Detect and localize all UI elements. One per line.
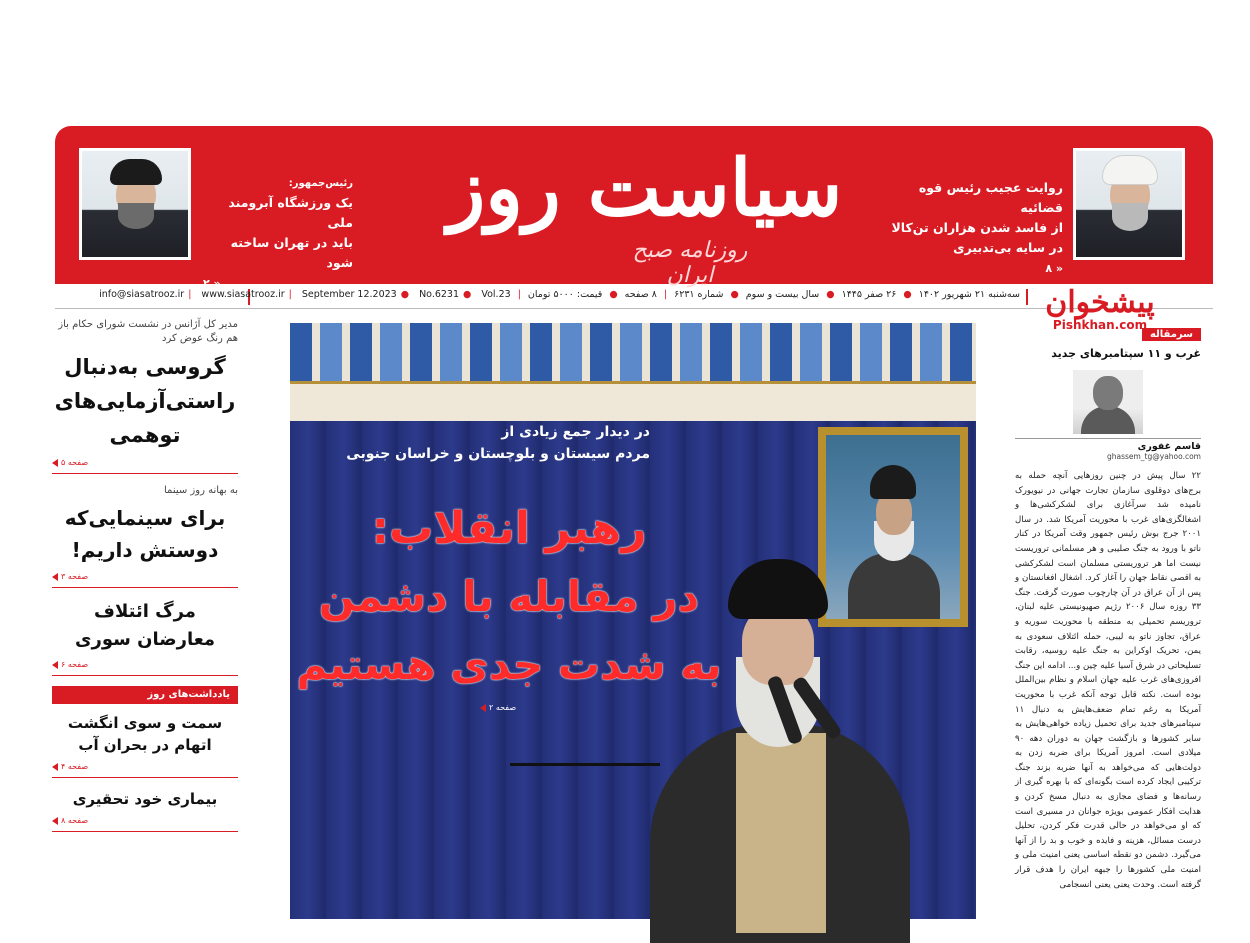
main-story-kicker: در دیدار جمع زیادی از مردم سیستان و بلوچستان و خراسان جنوبی — [346, 424, 650, 462]
right-teaser-page: « ۸ — [1045, 262, 1063, 275]
main-story-page: صفحه ۲ — [480, 703, 516, 712]
left-teaser[interactable] — [203, 178, 353, 290]
author-email[interactable]: ghassem_tg@yahoo.com — [1106, 452, 1201, 461]
news-headline: برای سینمایی‌که دوستش داریم! — [64, 506, 226, 562]
page-reference: صفحه ۸ — [52, 816, 238, 825]
price: قیمت: ۵۰۰۰ تومان — [527, 289, 603, 300]
news-kicker: مدیر کل آژانس در نشست شورای حکام باز هم رنگ عوض کرد — [58, 319, 238, 344]
arrow-icon — [480, 704, 486, 712]
pishkhan-watermark — [1030, 286, 1170, 332]
newspaper-logo: سیاست روز — [447, 143, 843, 234]
note-headline: بیماری خود تحقیری — [72, 790, 218, 808]
editorial-title[interactable]: غرب و ۱۱ سپتامبرهای جدید — [1051, 347, 1201, 360]
president-photo — [79, 148, 191, 260]
news-item[interactable] — [52, 484, 238, 588]
author-name: قاسم غفوری — [1015, 438, 1201, 452]
website-link[interactable]: www.siasatrooz.ir — [201, 289, 285, 300]
page-reference: صفحه ۶ — [52, 660, 238, 669]
editorial-body: ۲۲ سال پیش در چنین روزهایی آنچه حمله به برج‌های دوقلوی سازمان تجارت جهانی در نیویورک نامیده شد سرآغازی برای لشکرکشی‌ها و اشغالگری‌های غرب با محوریت آمریکا شد. در سال ۲۰۰۱ جرج بوش رئیس جمهور وقت آمریکا در کنار ناتو با ورود به جنگ صلیبی و هر مسلمانی تروریست نیست اما هر تروریستی مسلمان است لشکرکشی به اقصی نقاط جهان را آغاز کرد. اشغال افغانستان و پس از آن عراق در آن چارچوب صورت گرفت. جنگ ۳۳ روزه سال ۲۰۰۶ رژیم صهیونیستی علیه لبنان، تروریسم تحمیلی به منطقه با محوریت سوریه و عراق، تجاوز ناتو به لیبی، حمله ائتلاف سعودی به یمن، تحریک اوکراین به جنگ علیه روسیه، رقابت تسلیحاتی در شرق آسیا علیه چین و... ادامه این جنگ افروزی‌های غرب علیه جهان اسلام و نظام بین‌الملل بوده است. نکته قابل توجه آنکه غرب با محوریت آمریکا به رغم تمام ضعف‌هایش به دنبال ۱۱ سپتامبرهای جدید برای تحمیل زیاده خواهی‌هایش به سایر کشورها و بازگشت جهان به دوران دهه ۹۰ میلادی است. امروز آمریکا برای ضربه زدن به دولت‌هایی که می‌خواهد به آنها ضربه بزند جنگ ترکیبی ایجاد کرده است بگونه‌ای که با بهره گیری از رسانه‌ها و فضای مجازی به دنبال مسخ کردن و هدایت افکار عمومی بویژه جوانان در مسیری است که او می‌خواهد در حالی قدرت فکر کردن، تحلیل درست مسائل، هزینه و فایده و خوب و بد را از آنها می‌گیرد. دشمن دو نقطه اساسی یعنی امنیت ملی و امنیت ملی کشورها را جبهه ایران را هدف قرار گرفته است. وحدت یعنی یعنی انسجامی — [1015, 471, 1202, 890]
news-item[interactable] — [52, 318, 238, 474]
left-teaser-line: باید در تهران ساخته شود — [230, 235, 353, 270]
watermark-fa: پیشخوان — [1045, 285, 1155, 320]
main-story-headline: رهبر انقلاب: در مقابله با دشمن به شدت جدی هستیم — [296, 503, 722, 689]
year-number: سال بیست و سوم — [745, 289, 820, 300]
news-headline: مرگ ائتلاف معارضان سوری — [74, 601, 216, 650]
editorial-tag: سرمقاله — [1142, 328, 1201, 341]
note-item[interactable] — [52, 788, 238, 832]
page-count: ۸ صفحه — [624, 289, 657, 300]
notes-section-label: یادداشت‌های روز — [52, 686, 238, 704]
dateline: سه‌شنبه ۲۱ شهریور ۱۴۰۲● ۲۶ صفر ۱۴۴۵● سال بیست و سوم● شماره ۶۲۳۱| ۸ صفحه● قیمت: ۵۰۰۰ تومان| info@siasatrooz.ir | www.siasatrooz.ir | September 12.2023 ● No.6231 ● Vol.23 — [248, 289, 1028, 305]
left-teaser-page: ۲ » — [203, 277, 221, 290]
arrow-icon — [52, 817, 58, 825]
main-story-photo[interactable] — [290, 323, 976, 919]
arrow-icon — [52, 661, 58, 669]
page-reference: صفحه ۳ — [52, 572, 238, 581]
issue-number-english: No.6231 — [419, 289, 460, 300]
judiciary-chief-photo — [1073, 148, 1185, 260]
left-teaser-line: یک ورزشگاه آبرومند ملی — [228, 195, 353, 230]
note-headline: سمت و سوی انگشت اتهام در بحران آب — [67, 714, 223, 754]
note-item[interactable] — [52, 712, 238, 778]
right-teaser-line: روایت عجیب رئیس قوه قضائیه — [918, 180, 1063, 215]
arrow-icon — [52, 459, 58, 467]
left-column — [52, 318, 238, 842]
arrow-icon — [52, 573, 58, 581]
arrow-icon — [52, 763, 58, 771]
news-item[interactable] — [52, 598, 238, 676]
mic-stand — [510, 763, 660, 766]
left-teaser-kicker: رئیس‌جمهور: — [288, 178, 353, 189]
right-teaser-line: در سایه بی‌تدبیری — [953, 240, 1063, 255]
news-kicker: به بهانه روز سینما — [164, 485, 238, 496]
date-persian: سه‌شنبه ۲۱ شهریور ۱۴۰۲ — [918, 289, 1020, 300]
volume-english: Vol.23 — [481, 289, 511, 300]
email-link[interactable]: info@siasatrooz.ir — [99, 289, 185, 300]
author-photo — [1073, 370, 1143, 434]
tile-border — [290, 381, 976, 421]
masthead — [55, 126, 1213, 290]
page-reference: صفحه ۴ — [52, 762, 238, 771]
editorial-column — [1015, 322, 1201, 892]
newspaper-subtitle: روزنامه صبح ایران — [632, 238, 748, 288]
watermark-en: Pishkhan.com — [1052, 318, 1148, 332]
date-english: September 12.2023 — [301, 289, 397, 300]
news-headline: گروسی به‌دنبال راستی‌آزمایی‌های توهمی — [54, 355, 236, 447]
date-hijri: ۲۶ صفر ۱۴۴۵ — [841, 289, 897, 300]
issue-number: شماره ۶۲۳۱ — [674, 289, 724, 300]
right-teaser[interactable] — [888, 178, 1063, 275]
page-reference: صفحه ۵ — [52, 458, 238, 467]
right-teaser-line: از فاسد شدن هزاران تن‌کالا — [891, 220, 1063, 235]
